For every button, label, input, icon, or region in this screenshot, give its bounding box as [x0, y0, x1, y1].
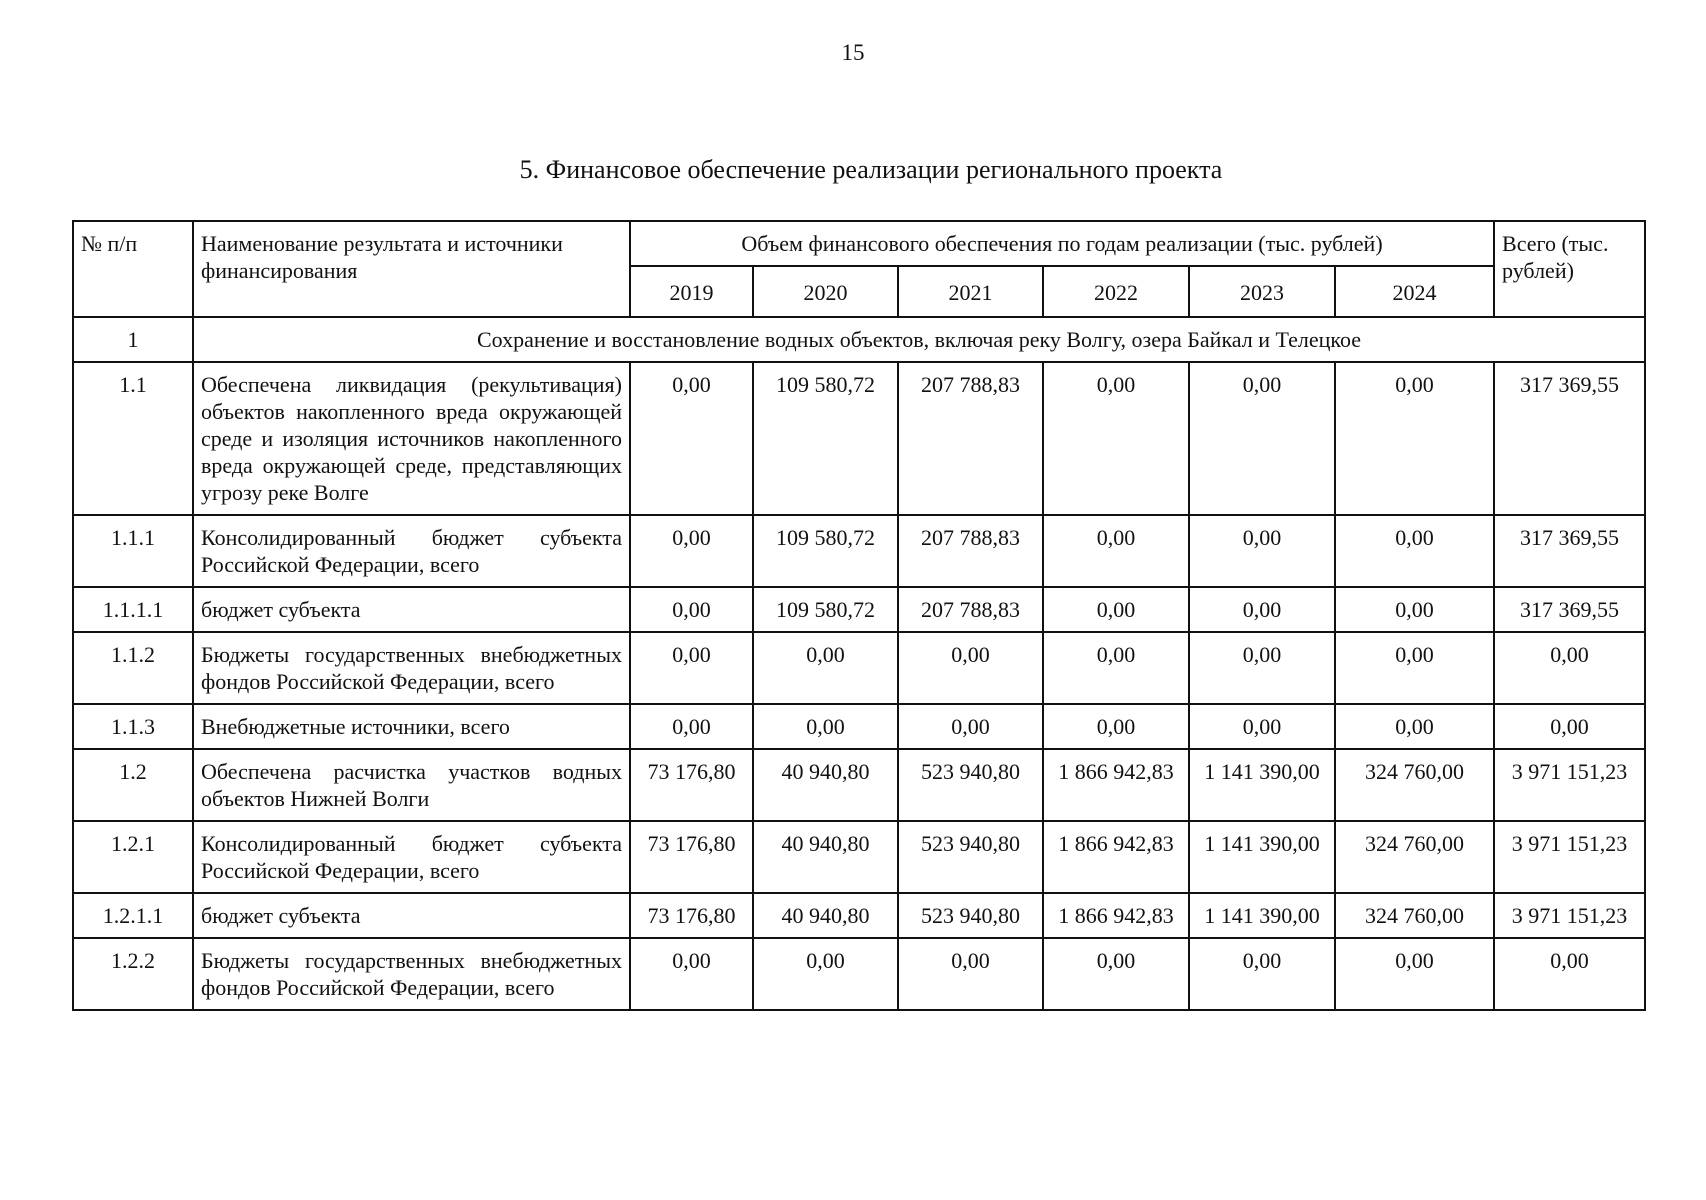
table-row [73, 749, 1645, 821]
row-value: 1 866 942,83 [1043, 821, 1189, 893]
row-name: Обеспечена расчистка участков водных объектов Нижней Волги [193, 749, 630, 821]
row-value: 40 940,80 [753, 749, 898, 821]
row-total: 3 971 151,23 [1494, 821, 1645, 893]
header-year: 2022 [1043, 266, 1189, 317]
header-num: № п/п [73, 221, 193, 317]
header-year: 2024 [1335, 266, 1494, 317]
row-num: 1.1.1.1 [73, 587, 193, 632]
row-num: 1.1.3 [73, 704, 193, 749]
row-total: 0,00 [1494, 938, 1645, 1010]
header-name: Наименование результата и источники финансирования [193, 221, 630, 317]
section-num: 1 [73, 317, 193, 362]
table-row [73, 704, 1645, 749]
row-value: 1 141 390,00 [1189, 749, 1335, 821]
row-name: бюджет субъекта [193, 587, 630, 632]
row-name: Обеспечена ликвидация (рекультивация) объектов накопленного вреда окружающей среде и изоляция источников накопленного вреда окружающей среде, представляющих угрозу реке Волге [193, 362, 630, 515]
row-value: 40 940,80 [753, 821, 898, 893]
header-volume: Объем финансового обеспечения по годам реализации (тыс. рублей) [630, 221, 1494, 266]
row-value: 324 760,00 [1335, 821, 1494, 893]
row-value: 0,00 [630, 704, 753, 749]
row-value: 0,00 [1189, 632, 1335, 704]
row-value: 0,00 [753, 632, 898, 704]
section-name: Сохранение и восстановление водных объектов, включая реку Волгу, озера Байкал и Телецкое [193, 317, 1645, 362]
header-year: 2019 [630, 266, 753, 317]
row-value: 73 176,80 [630, 821, 753, 893]
row-value: 0,00 [630, 362, 753, 515]
table-row [73, 362, 1645, 515]
row-value: 0,00 [1189, 938, 1335, 1010]
header-year: 2020 [753, 266, 898, 317]
row-value: 0,00 [753, 704, 898, 749]
header-total: Всего (тыс. рублей) [1494, 221, 1645, 317]
row-name: Бюджеты государственных внебюджетных фондов Российской Федерации, всего [193, 632, 630, 704]
section-title: 5. Финансовое обеспечение реализации регионального проекта [519, 155, 1223, 184]
table-row [73, 632, 1645, 704]
row-value: 0,00 [753, 938, 898, 1010]
row-value: 324 760,00 [1335, 893, 1494, 938]
row-num: 1.2 [73, 749, 193, 821]
table-row [73, 893, 1645, 938]
row-value: 0,00 [630, 938, 753, 1010]
row-name: Консолидированный бюджет субъекта Российской Федерации, всего [193, 515, 630, 587]
row-value: 0,00 [1335, 362, 1494, 515]
row-value: 0,00 [630, 515, 753, 587]
row-value: 1 866 942,83 [1043, 749, 1189, 821]
row-value: 73 176,80 [630, 893, 753, 938]
row-value: 324 760,00 [1335, 749, 1494, 821]
row-value: 1 141 390,00 [1189, 821, 1335, 893]
row-value: 0,00 [1335, 938, 1494, 1010]
row-value: 0,00 [630, 632, 753, 704]
table-row [73, 515, 1645, 587]
section-row [73, 317, 1645, 362]
row-value: 207 788,83 [898, 362, 1043, 515]
row-name: бюджет субъекта [193, 893, 630, 938]
row-num: 1.1.2 [73, 632, 193, 704]
row-value: 0,00 [1043, 938, 1189, 1010]
row-value: 0,00 [1189, 362, 1335, 515]
row-total: 0,00 [1494, 632, 1645, 704]
row-total: 3 971 151,23 [1494, 893, 1645, 938]
row-value: 207 788,83 [898, 587, 1043, 632]
row-num: 1.1.1 [73, 515, 193, 587]
row-value: 40 940,80 [753, 893, 898, 938]
row-value: 0,00 [1043, 362, 1189, 515]
row-value: 0,00 [898, 938, 1043, 1010]
row-name: Консолидированный бюджет субъекта Российской Федерации, всего [193, 821, 630, 893]
row-name: Внебюджетные источники, всего [193, 704, 630, 749]
page-number: 15 [841, 40, 865, 65]
table-row [73, 587, 1645, 632]
row-name: Бюджеты государственных внебюджетных фондов Российской Федерации, всего [193, 938, 630, 1010]
table-row [73, 821, 1645, 893]
row-value: 523 940,80 [898, 821, 1043, 893]
row-value: 109 580,72 [753, 515, 898, 587]
row-num: 1.1 [73, 362, 193, 515]
row-value: 109 580,72 [753, 362, 898, 515]
row-value: 0,00 [1043, 587, 1189, 632]
row-value: 0,00 [1043, 632, 1189, 704]
row-value: 523 940,80 [898, 749, 1043, 821]
financing-table [72, 220, 1646, 1011]
row-value: 0,00 [1043, 515, 1189, 587]
row-value: 0,00 [1335, 704, 1494, 749]
row-value: 0,00 [1043, 704, 1189, 749]
row-value: 0,00 [630, 587, 753, 632]
table-header-row [73, 221, 1645, 266]
table-row [73, 938, 1645, 1010]
row-value: 73 176,80 [630, 749, 753, 821]
row-total: 3 971 151,23 [1494, 749, 1645, 821]
row-total: 317 369,55 [1494, 362, 1645, 515]
row-num: 1.2.1.1 [73, 893, 193, 938]
row-value: 523 940,80 [898, 893, 1043, 938]
row-value: 0,00 [898, 704, 1043, 749]
row-num: 1.2.1 [73, 821, 193, 893]
row-value: 0,00 [1189, 515, 1335, 587]
row-value: 0,00 [1189, 587, 1335, 632]
row-total: 317 369,55 [1494, 515, 1645, 587]
row-num: 1.2.2 [73, 938, 193, 1010]
row-value: 1 141 390,00 [1189, 893, 1335, 938]
row-value: 0,00 [1189, 704, 1335, 749]
row-value: 1 866 942,83 [1043, 893, 1189, 938]
row-value: 0,00 [1335, 632, 1494, 704]
row-value: 0,00 [1335, 587, 1494, 632]
row-value: 109 580,72 [753, 587, 898, 632]
row-value: 207 788,83 [898, 515, 1043, 587]
row-value: 0,00 [898, 632, 1043, 704]
row-total: 317 369,55 [1494, 587, 1645, 632]
header-year: 2023 [1189, 266, 1335, 317]
header-year: 2021 [898, 266, 1043, 317]
row-value: 0,00 [1335, 515, 1494, 587]
row-total: 0,00 [1494, 704, 1645, 749]
